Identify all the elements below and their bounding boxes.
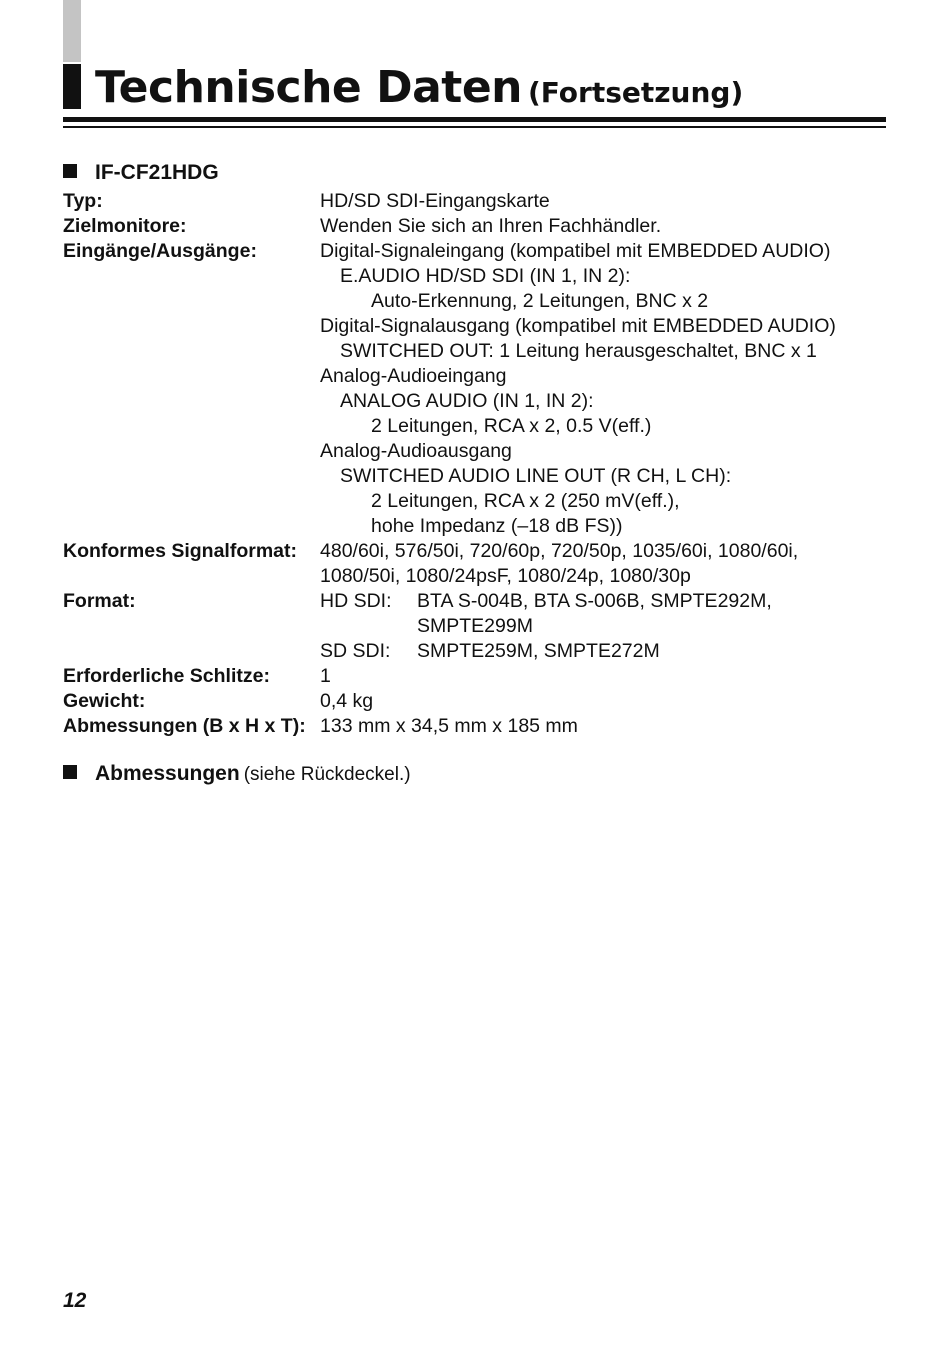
spec-value-dimensions: 133 mm x 34,5 mm x 185 mm xyxy=(320,715,578,737)
spec-label-signal: Konformes Signalformat: xyxy=(63,540,298,562)
signal-line: 1080/50i, 1080/24psF, 1080/24p, 1080/30p xyxy=(320,565,691,587)
page-title-subtitle: (Fortsetzung) xyxy=(528,76,744,109)
io-line: Analog-Audioausgang xyxy=(320,440,512,462)
io-line: Analog-Audioeingang xyxy=(320,365,507,387)
spec-value: Wenden Sie sich an Ihren Fachhändler. xyxy=(320,215,662,237)
spec-value: HD/SD SDI-Eingangskarte xyxy=(320,190,550,212)
io-line: Auto-Erkennung, 2 Leitungen, BNC x 2 xyxy=(371,290,709,312)
section-heading-if-cf21hdg xyxy=(63,161,219,185)
title-rule-thin xyxy=(63,126,886,128)
format-hd-label: HD SDI: xyxy=(320,590,392,612)
io-line: hohe Impedanz (–18 dB FS)) xyxy=(371,515,623,537)
io-line: SWITCHED OUT: 1 Leitung herausgeschaltet, BNC x 1 xyxy=(340,340,817,362)
section-title: Abmessungen xyxy=(95,762,240,785)
signal-line: 480/60i, 576/50i, 720/60p, 720/50p, 1035/60i, 1080/60i, xyxy=(320,540,799,562)
format-hd-line: SMPTE299M xyxy=(417,615,533,637)
spec-label-weight: Gewicht: xyxy=(63,690,146,712)
io-line: SWITCHED AUDIO LINE OUT (R CH, L CH): xyxy=(340,465,732,487)
io-line: ANALOG AUDIO (IN 1, IN 2): xyxy=(340,390,594,412)
page-title xyxy=(95,62,743,113)
square-bullet-icon xyxy=(63,765,77,779)
io-line: E.AUDIO HD/SD SDI (IN 1, IN 2): xyxy=(340,265,631,287)
spec-value-slots: 1 xyxy=(320,665,331,687)
page-tab-marker xyxy=(63,0,81,62)
spec-label-io: Eingänge/Ausgänge: xyxy=(63,240,257,262)
io-line: Digital-Signalausgang (kompatibel mit EMBEDDED AUDIO) xyxy=(320,315,836,337)
spec-label-dimensions: Abmessungen (B x H x T): xyxy=(63,715,306,737)
io-line: Digital-Signaleingang (kompatibel mit EMBEDDED AUDIO) xyxy=(320,240,831,262)
page-title-main: Technische Daten xyxy=(95,62,522,113)
spec-label-slots: Erforderliche Schlitze: xyxy=(63,665,270,687)
section-note: (siehe Rückdeckel.) xyxy=(243,764,411,785)
io-line: 2 Leitungen, RCA x 2, 0.5 V(eff.) xyxy=(371,415,652,437)
spec-label: Typ: xyxy=(63,190,103,212)
title-bar-marker xyxy=(63,64,81,109)
section-title: IF-CF21HDG xyxy=(95,161,219,184)
page-number: 12 xyxy=(63,1289,87,1312)
format-hd-line: BTA S-004B, BTA S-006B, SMPTE292M, xyxy=(417,590,772,612)
io-line: 2 Leitungen, RCA x 2 (250 mV(eff.), xyxy=(371,490,680,512)
square-bullet-icon xyxy=(63,164,77,178)
spec-label-format: Format: xyxy=(63,590,136,612)
title-rule-thick xyxy=(63,117,886,122)
format-sd-value: SMPTE259M, SMPTE272M xyxy=(417,640,660,662)
spec-label: Zielmonitore: xyxy=(63,215,187,237)
format-sd-label: SD SDI: xyxy=(320,640,391,662)
section-heading-abmessungen xyxy=(63,762,411,786)
spec-value-weight: 0,4 kg xyxy=(320,690,374,712)
